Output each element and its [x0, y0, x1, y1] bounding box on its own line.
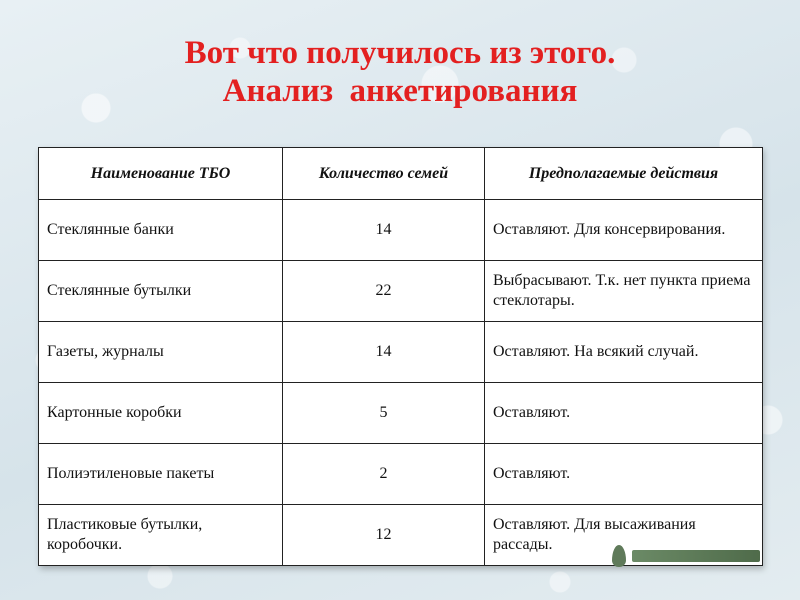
- title-line-2: Анализ анкетирования: [222, 73, 578, 109]
- cell-family-count: 14: [283, 322, 485, 383]
- page-title: [0, 34, 800, 110]
- cell-waste-name: Стеклянные бутылки: [39, 261, 283, 322]
- cell-family-count: 5: [283, 383, 485, 444]
- header-family-count: Количество семей: [283, 148, 485, 200]
- survey-table-container: [38, 147, 762, 566]
- table-row: [39, 261, 763, 322]
- cell-planned-action: Оставляют. На всякий случай.: [485, 322, 763, 383]
- cell-planned-action: Оставляют.: [485, 383, 763, 444]
- cell-waste-name: Стеклянные банки: [39, 200, 283, 261]
- cell-family-count: 22: [283, 261, 485, 322]
- table-row: [39, 200, 763, 261]
- cell-waste-name: Пластиковые бутылки, коробочки.: [39, 505, 283, 566]
- nav-bar-icon: [632, 550, 760, 562]
- cell-waste-name: Картонные коробки: [39, 383, 283, 444]
- cell-family-count: 12: [283, 505, 485, 566]
- table-row: [39, 383, 763, 444]
- header-planned-actions: Предполагаемые действия: [485, 148, 763, 200]
- cell-waste-name: Газеты, журналы: [39, 322, 283, 383]
- cell-planned-action: Оставляют. Для высаживания рассады.: [485, 505, 763, 566]
- header-waste-name: Наименование ТБО: [39, 148, 283, 200]
- cell-planned-action: Выбрасывают. Т.к. нет пункта приема стеклотары.: [485, 261, 763, 322]
- cell-planned-action: Оставляют. Для консервирования.: [485, 200, 763, 261]
- title-line-1: Вот что получилось из этого.: [184, 35, 616, 71]
- cell-family-count: 14: [283, 200, 485, 261]
- presentation-nav-icon[interactable]: [612, 543, 760, 569]
- table-header-row: [39, 148, 763, 200]
- survey-table: [38, 147, 763, 566]
- table-row: [39, 322, 763, 383]
- cell-waste-name: Полиэтиленовые пакеты: [39, 444, 283, 505]
- cell-planned-action: Оставляют.: [485, 444, 763, 505]
- leaf-icon: [612, 545, 626, 567]
- table-row: [39, 444, 763, 505]
- cell-family-count: 2: [283, 444, 485, 505]
